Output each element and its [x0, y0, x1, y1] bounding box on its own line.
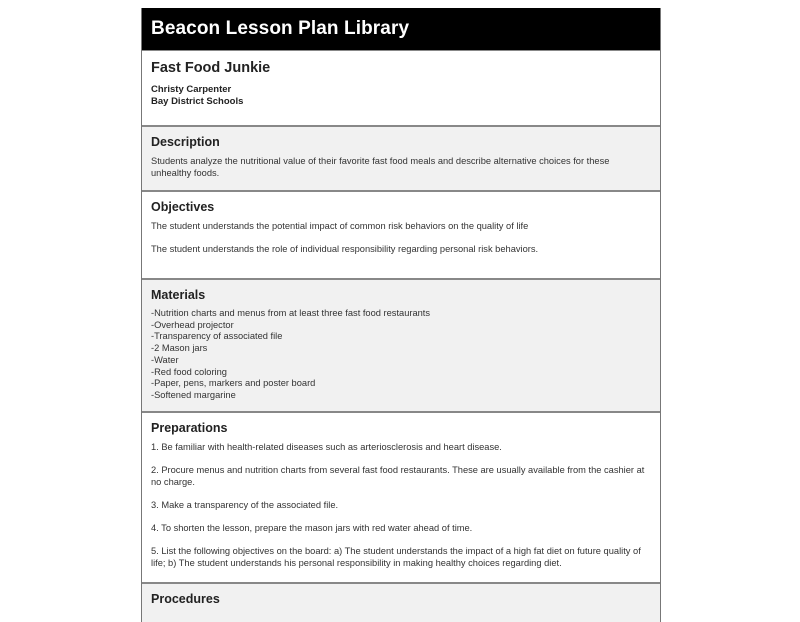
- material-item: -Softened margarine: [151, 389, 236, 400]
- school-district: Bay District Schools: [151, 96, 244, 107]
- material-item: -Paper, pens, markers and poster board: [151, 378, 316, 389]
- material-item: -Water: [151, 354, 179, 365]
- preparation-item: 4. To shorten the lesson, prepare the mason jars with red water ahead of time.: [151, 523, 473, 533]
- site-title: Beacon Lesson Plan Library: [151, 18, 410, 39]
- author-name: Christy Carpenter: [151, 84, 232, 95]
- site-banner: [142, 8, 660, 50]
- material-item: -Nutrition charts and menus from at least three fast food restaurants: [151, 308, 431, 318]
- objectives-section: [142, 190, 660, 278]
- material-item: -Red food coloring: [151, 366, 227, 377]
- procedures-section: [142, 582, 660, 622]
- objective-item: The student understands the potential impact of common risk behaviors on the quality of life: [151, 221, 529, 231]
- description-section: [142, 125, 660, 190]
- preparation-item: 3. Make a transparency of the associated file.: [151, 500, 339, 510]
- procedures-heading: Procedures: [151, 592, 220, 606]
- materials-section: [142, 278, 660, 411]
- material-item: -Transparency of associated file: [151, 331, 283, 342]
- lesson-plan-page: [141, 8, 661, 622]
- preparations-section: [142, 411, 660, 582]
- description-heading: Description: [151, 135, 220, 149]
- material-item: -Overhead projector: [151, 319, 234, 330]
- objectives-heading: Objectives: [151, 200, 215, 214]
- materials-heading: Materials: [151, 288, 206, 302]
- objective-item: The student understands the role of individual responsibility regarding personal risk behaviors.: [151, 244, 539, 254]
- lesson-header: [142, 50, 660, 125]
- material-item: -2 Mason jars: [151, 343, 208, 354]
- description-text: Students analyze the nutritional value of their favorite fast food meals and describe alternative choices for these unhealthy foods.: [151, 156, 610, 178]
- preparation-item: 2. Procure menus and nutrition charts from several fast food restaurants. These are usually available from the cashier at no charge.: [151, 465, 645, 487]
- lesson-title: Fast Food Junkie: [151, 60, 271, 76]
- preparation-item: 5. List the following objectives on the board: a) The student understands the impact of a high fat diet on future quality of life; b) The student understands his personal responsibility in making healthy choices regarding diet.: [151, 546, 641, 568]
- preparation-item: 1. Be familiar with health-related diseases such as arteriosclerosis and heart disease.: [151, 442, 502, 452]
- preparations-heading: Preparations: [151, 421, 228, 435]
